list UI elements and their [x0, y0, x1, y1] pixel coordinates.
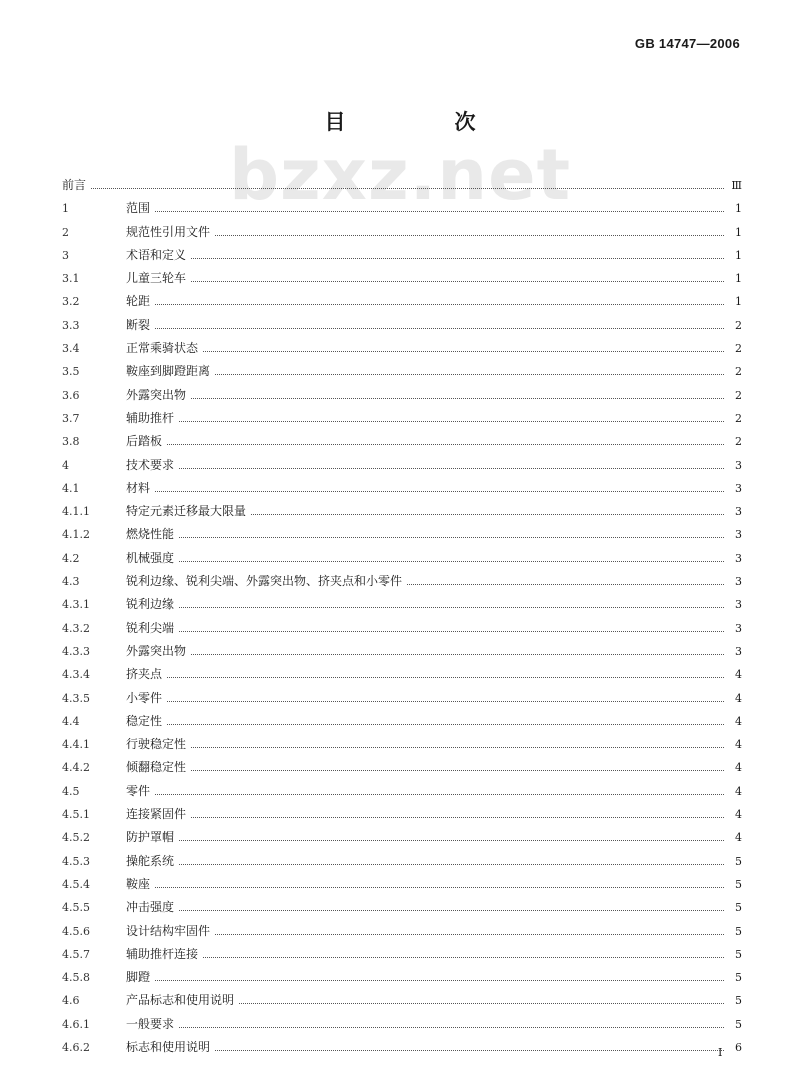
toc-leader-dots: [155, 794, 724, 795]
toc-entry-title: 技术要求: [126, 457, 175, 472]
toc-entry-title: 轮距: [126, 294, 151, 309]
toc-entry[interactable]: [62, 689, 742, 712]
toc-entry[interactable]: [62, 828, 742, 851]
toc-entry-number: 4.4.2: [62, 761, 90, 775]
toc-entry-title: 材料: [126, 480, 151, 495]
toc-entry[interactable]: [62, 968, 742, 991]
toc-entry-number: 3.3: [62, 318, 80, 332]
toc-leader-dots: [179, 421, 724, 422]
toc-entry-page: 5: [735, 994, 742, 1008]
toc-entry-title: 防护罩帽: [126, 830, 175, 845]
toc-leader-dots: [215, 934, 724, 935]
toc-entry-title: 锐利边缘、锐利尖端、外露突出物、挤夹点和小零件: [126, 574, 403, 589]
toc-entry-number: 4.6.2: [62, 1040, 90, 1054]
toc-entry-page: 2: [735, 435, 742, 449]
toc-entry-page: 5: [735, 1017, 742, 1031]
toc-entry-title: 倾翻稳定性: [126, 760, 187, 775]
toc-entry[interactable]: [62, 409, 742, 432]
toc-entry-number: 4.4: [62, 714, 80, 728]
toc-leader-dots: [179, 864, 724, 865]
toc-entry-page: 1: [735, 202, 742, 216]
toc-entry-title: 锐利尖端: [126, 620, 175, 635]
toc-entry-page: 5: [735, 901, 742, 915]
toc-entry[interactable]: [62, 199, 742, 222]
toc-leader-dots: [215, 374, 724, 375]
toc-entry-title: 挤夹点: [126, 667, 163, 682]
toc-entry-page: 1: [735, 295, 742, 309]
toc-entry-title: 前言: [62, 178, 87, 192]
toc-entry-page: 4: [735, 831, 742, 845]
toc-entry-page: 3: [735, 528, 742, 542]
toc-entry-title: 设计结构牢固件: [126, 923, 211, 938]
toc-entry[interactable]: [62, 339, 742, 362]
toc-entry-number: 4.4.1: [62, 738, 90, 752]
toc-entry-page: 2: [735, 342, 742, 356]
toc-leader-dots: [167, 701, 724, 702]
toc-leader-dots: [167, 677, 724, 678]
toc-leader-dots: [239, 1003, 724, 1004]
toc-entry[interactable]: [62, 945, 742, 968]
toc-entry-number: 4.5.3: [62, 854, 90, 868]
toc-entry-page: 3: [735, 644, 742, 658]
toc-entry-page: 2: [735, 388, 742, 402]
toc-entry-number: 3.4: [62, 342, 80, 356]
toc-leader-dots: [191, 398, 724, 399]
toc-leader-dots: [203, 351, 724, 352]
toc-entry-number: 4.6: [62, 994, 80, 1008]
toc-entry-page: 1: [735, 248, 742, 262]
toc-entry-number: 4.2: [62, 551, 80, 565]
toc-entry-page: 6: [735, 1040, 742, 1054]
toc-entry-page: 3: [735, 505, 742, 519]
toc-entry-page: Ⅲ: [731, 179, 742, 192]
toc-entry-title: 标志和使用说明: [126, 1039, 211, 1054]
toc-entry[interactable]: [62, 456, 742, 479]
toc-entry-page: 4: [735, 668, 742, 682]
toc-leader-dots: [179, 537, 724, 538]
toc-entry-number: 4.6.1: [62, 1017, 90, 1031]
toc-entry-title: 锐利边缘: [126, 597, 175, 612]
toc-leader-dots: [179, 607, 724, 608]
toc-leader-dots: [191, 281, 724, 282]
toc-entry[interactable]: [62, 502, 742, 525]
toc-entry-page: 4: [735, 714, 742, 728]
toc-entry-number: 1: [62, 202, 69, 216]
page-number: I: [718, 1046, 723, 1059]
toc-entry-page: 3: [735, 458, 742, 472]
toc-leader-dots: [91, 188, 724, 189]
toc-leader-dots: [251, 514, 724, 515]
toc-leader-dots: [179, 840, 724, 841]
toc-leader-dots: [155, 491, 724, 492]
toc-entry[interactable]: [62, 642, 742, 665]
toc-entry[interactable]: [62, 176, 742, 199]
toc-entry-page: 3: [735, 598, 742, 612]
toc-entry-title: 特定元素迁移最大限量: [126, 504, 247, 519]
toc-entry[interactable]: [62, 246, 742, 269]
toc-entry-title: 零件: [126, 783, 151, 798]
toc-entry[interactable]: [62, 223, 742, 246]
toc-entry-title: 鞍座: [126, 876, 151, 891]
toc-entry-number: 4.1: [62, 481, 80, 495]
toc-entry-title: 后踏板: [126, 434, 163, 449]
toc-leader-dots: [191, 258, 724, 259]
toc-entry-number: 4.5.7: [62, 947, 90, 961]
toc-entry-page: 1: [735, 272, 742, 286]
toc-entry-title: 外露突出物: [126, 387, 187, 402]
watermark: bzxz.net: [228, 134, 572, 216]
toc-entry-title: 辅助推杆: [126, 410, 175, 425]
toc-entry[interactable]: [62, 292, 742, 315]
toc-leader-dots: [179, 1027, 724, 1028]
toc-entry[interactable]: [62, 922, 742, 945]
toc-entry-number: 3.7: [62, 411, 80, 425]
toc-entry-number: 4.5.5: [62, 901, 90, 915]
toc-entry-page: 4: [735, 808, 742, 822]
toc-leader-dots: [215, 235, 724, 236]
toc-entry-number: 2: [62, 225, 69, 239]
toc-entry-number: 4.5.1: [62, 808, 90, 822]
toc-entry[interactable]: [62, 805, 742, 828]
toc-entry-title: 脚蹬: [126, 970, 151, 985]
toc-entry-number: 4.3: [62, 575, 80, 589]
toc-entry-number: 4.3.4: [62, 668, 90, 682]
toc-entry[interactable]: [62, 386, 742, 409]
toc-entry-title: 行驶稳定性: [126, 737, 187, 752]
toc-entry-number: 4.5.4: [62, 877, 90, 891]
toc-leader-dots: [155, 980, 724, 981]
toc-entry[interactable]: [62, 991, 742, 1014]
toc-leader-dots: [155, 304, 724, 305]
toc-entry-title: 规范性引用文件: [126, 224, 211, 239]
toc-entry-page: 5: [735, 971, 742, 985]
toc-leader-dots: [179, 561, 724, 562]
toc-entry[interactable]: [62, 479, 742, 502]
toc-entry[interactable]: [62, 782, 742, 805]
toc-entry-page: 4: [735, 761, 742, 775]
toc-entry-page: 2: [735, 411, 742, 425]
toc-leader-dots: [155, 887, 724, 888]
toc-entry-title: 稳定性: [126, 713, 163, 728]
toc-entry-page: 5: [735, 947, 742, 961]
toc-entry-number: 4.1.1: [62, 505, 90, 519]
toc-entry-number: 4.5.2: [62, 831, 90, 845]
toc-entry-page: 4: [735, 738, 742, 752]
toc-entry-title: 机械强度: [126, 550, 175, 565]
toc-entry[interactable]: [62, 549, 742, 572]
toc-entry-number: 3.8: [62, 435, 80, 449]
toc-entry[interactable]: [62, 665, 742, 688]
toc-leader-dots: [179, 631, 724, 632]
toc-leader-dots: [167, 724, 724, 725]
toc-entry[interactable]: [62, 572, 742, 595]
toc-entry-title: 术语和定义: [126, 247, 187, 262]
toc-leader-dots: [215, 1050, 724, 1051]
toc-entry-title: 操舵系统: [126, 853, 175, 868]
toc-entry-number: 4.3.3: [62, 644, 90, 658]
toc-entry-number: 4.3.5: [62, 691, 90, 705]
toc-entry-page: 1: [735, 225, 742, 239]
toc-entry-number: 4.5.8: [62, 971, 90, 985]
toc-entry[interactable]: [62, 852, 742, 875]
toc-entry-title: 断裂: [126, 317, 151, 332]
toc-entry-title: 外露突出物: [126, 643, 187, 658]
toc-entry-title: 辅助推杆连接: [126, 946, 199, 961]
toc-entry-page: 5: [735, 877, 742, 891]
toc-leader-dots: [179, 910, 724, 911]
toc-entry-page: 3: [735, 481, 742, 495]
toc-entry-number: 3.1: [62, 272, 80, 286]
toc-entry-page: 3: [735, 621, 742, 635]
toc-entry-number: 4.5: [62, 784, 80, 798]
toc-entry-number: 4.5.6: [62, 924, 90, 938]
toc-entry[interactable]: [62, 1015, 742, 1038]
toc-leader-dots: [191, 747, 724, 748]
toc-entry[interactable]: [62, 316, 742, 339]
toc-entry[interactable]: [62, 735, 742, 758]
toc-entry-number: 4.1.2: [62, 528, 90, 542]
toc-entry[interactable]: [62, 269, 742, 292]
toc-entry-page: 4: [735, 784, 742, 798]
toc-leader-dots: [179, 468, 724, 469]
toc-leader-dots: [203, 957, 724, 958]
toc-entry-number: 3.6: [62, 388, 80, 402]
toc-entry-page: 4: [735, 691, 742, 705]
toc-entry-page: 2: [735, 365, 742, 379]
toc-leader-dots: [155, 211, 724, 212]
toc-entry-page: 3: [735, 575, 742, 589]
toc-entry[interactable]: [62, 1038, 742, 1061]
toc-entry-page: 5: [735, 854, 742, 868]
toc-entry-title: 燃烧性能: [126, 527, 175, 542]
standard-code: GB 14747—2006: [634, 36, 740, 51]
toc-entry-title: 连接紧固件: [126, 807, 187, 822]
toc-entry-number: 3.2: [62, 295, 80, 309]
toc-entry[interactable]: [62, 619, 742, 642]
toc-entry-title: 冲击强度: [126, 900, 175, 915]
toc-entry[interactable]: [62, 875, 742, 898]
table-of-contents: [62, 176, 742, 1061]
toc-entry[interactable]: [62, 758, 742, 781]
page-title: 目 次: [324, 109, 520, 134]
toc-entry-title: 正常乘骑状态: [126, 341, 199, 356]
toc-entry-title: 儿童三轮车: [126, 271, 187, 286]
toc-entry[interactable]: [62, 432, 742, 455]
toc-entry-page: 5: [735, 924, 742, 938]
toc-entry-number: 4.3.2: [62, 621, 90, 635]
toc-leader-dots: [191, 817, 724, 818]
toc-leader-dots: [191, 654, 724, 655]
toc-entry[interactable]: [62, 525, 742, 548]
toc-entry-number: 3.5: [62, 365, 80, 379]
toc-entry[interactable]: [62, 712, 742, 735]
toc-leader-dots: [407, 584, 724, 585]
toc-leader-dots: [167, 444, 724, 445]
toc-entry-number: 4: [62, 458, 69, 472]
toc-entry[interactable]: [62, 898, 742, 921]
toc-entry-title: 产品标志和使用说明: [126, 993, 235, 1008]
toc-entry-number: 3: [62, 248, 69, 262]
toc-entry-page: 3: [735, 551, 742, 565]
toc-entry-number: 4.3.1: [62, 598, 90, 612]
toc-entry-title: 范围: [126, 201, 151, 216]
toc-entry-page: 2: [735, 318, 742, 332]
toc-leader-dots: [155, 328, 724, 329]
toc-entry[interactable]: [62, 595, 742, 618]
toc-leader-dots: [191, 770, 724, 771]
toc-entry-title: 一般要求: [126, 1016, 175, 1031]
toc-entry-title: 小零件: [126, 690, 163, 705]
toc-entry[interactable]: [62, 362, 742, 385]
toc-entry-title: 鞍座到脚蹬距离: [126, 364, 211, 379]
